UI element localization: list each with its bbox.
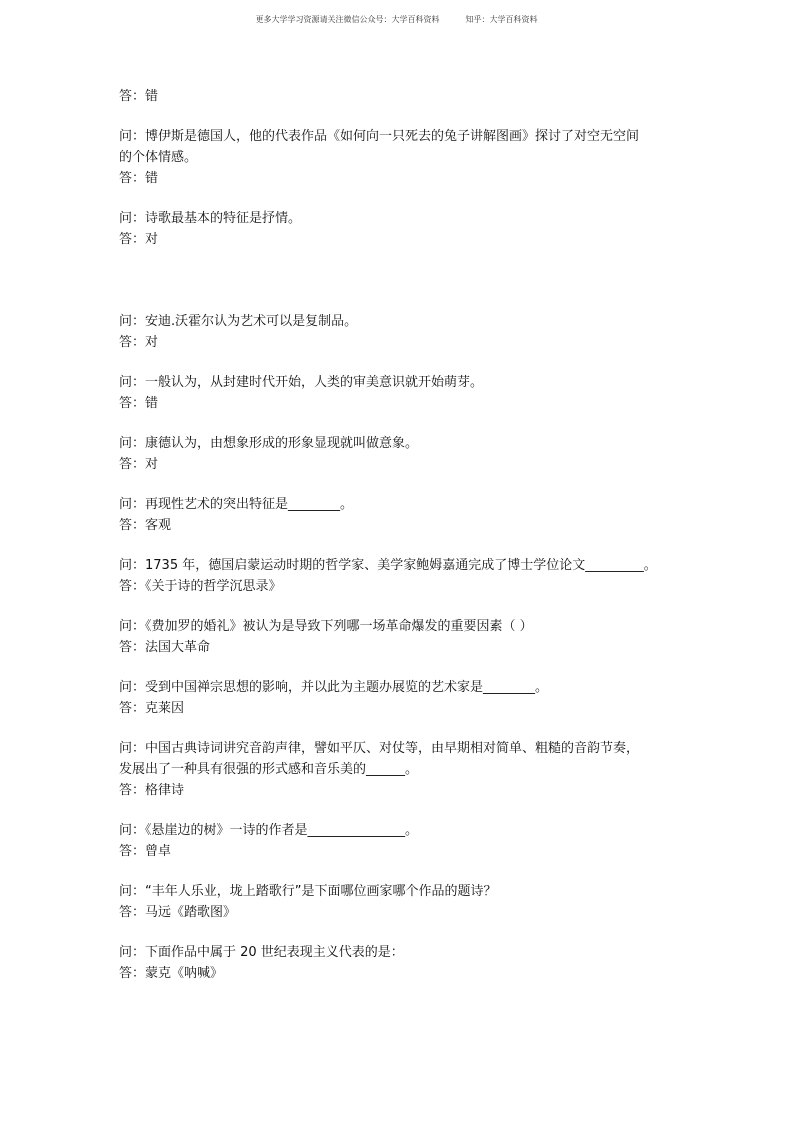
answer-line: 答：对 [119, 457, 159, 472]
answer-line: 答：马远《踏歌图》 [119, 905, 237, 920]
question-line: 问：下面作品中属于 20 世纪表现主义代表的是： [119, 945, 404, 960]
answer-line: 答：错 [119, 171, 159, 186]
qa-item [119, 820, 679, 862]
qa-item [119, 86, 679, 107]
answer-line: 答：对 [119, 335, 159, 350]
qa-list [119, 86, 679, 1003]
qa-item [119, 881, 679, 923]
qa-item [119, 738, 679, 801]
answer-line: 答：格律诗 [119, 783, 185, 798]
question-line: 问：康德认为，由想象形成的形象显现就叫做意象。 [119, 436, 419, 451]
question-line: 问：一般认为，从封建时代开始，人类的审美意识就开始萌芽。 [119, 375, 484, 390]
qa-item [119, 494, 679, 536]
answer-line: 答：克莱因 [119, 701, 185, 716]
question-line: 问：中国古典诗词讲究音韵声律，譬如平仄、对仗等，由早期相对简单、粗糙的音韵节奏， [119, 741, 640, 756]
question-line: 发展出了一种具有很强的形式感和音乐美的______。 [119, 762, 419, 777]
qa-item [119, 126, 679, 189]
question-line: 的个体情感。 [119, 150, 198, 165]
qa-item [119, 208, 679, 250]
answer-line: 答：对 [119, 232, 159, 247]
qa-item [119, 942, 679, 984]
qa-item [119, 433, 679, 475]
question-line: 问：博伊斯是德国人，他的代表作品《如何向一只死去的兔子讲解图画》探讨了对空无空间 [119, 129, 640, 144]
header-wechat-note: 更多大学学习资源请关注微信公众号：大学百科资料 [255, 15, 440, 24]
question-line: 问：安迪.沃霍尔认为艺术可以是复制品。 [119, 314, 358, 329]
page-header [0, 14, 793, 25]
answer-line: 答：客观 [119, 518, 172, 533]
answer-line: 答：错 [119, 89, 159, 104]
question-line: 问：1735 年，德国启蒙运动时期的哲学家、美学家鲍姆嘉通完成了博士学位论文_________。 [119, 558, 657, 573]
answer-line: 答：错 [119, 396, 159, 411]
qa-item [119, 555, 679, 597]
question-line: 问：《悬崖边的树》一诗的作者是_______________。 [119, 823, 419, 838]
qa-item [119, 372, 679, 414]
answer-line: 答：曾卓 [119, 844, 172, 859]
question-line: 问：“丰年人乐业，垅上踏歌行”是下面哪位画家哪个作品的题诗？ [119, 884, 497, 899]
question-line: 问：受到中国禅宗思想的影响，并以此为主题办展览的艺术家是________。 [119, 680, 549, 695]
answer-line: 答：《关于诗的哲学沉思录》 [119, 579, 282, 594]
qa-item [119, 616, 679, 658]
header-zhihu-note: 知乎：大学百科资料 [465, 15, 538, 24]
answer-line: 答：蒙克《呐喊》 [119, 966, 224, 981]
qa-item [119, 677, 679, 719]
question-line: 问：《费加罗的婚礼》被认为是导致下列哪一场革命爆发的重要因素（ ） [119, 619, 533, 634]
question-line: 问：再现性艺术的突出特征是________。 [119, 497, 354, 512]
qa-item [119, 311, 679, 353]
answer-line: 答：法国大革命 [119, 640, 211, 655]
question-line: 问：诗歌最基本的特征是抒情。 [119, 211, 302, 226]
